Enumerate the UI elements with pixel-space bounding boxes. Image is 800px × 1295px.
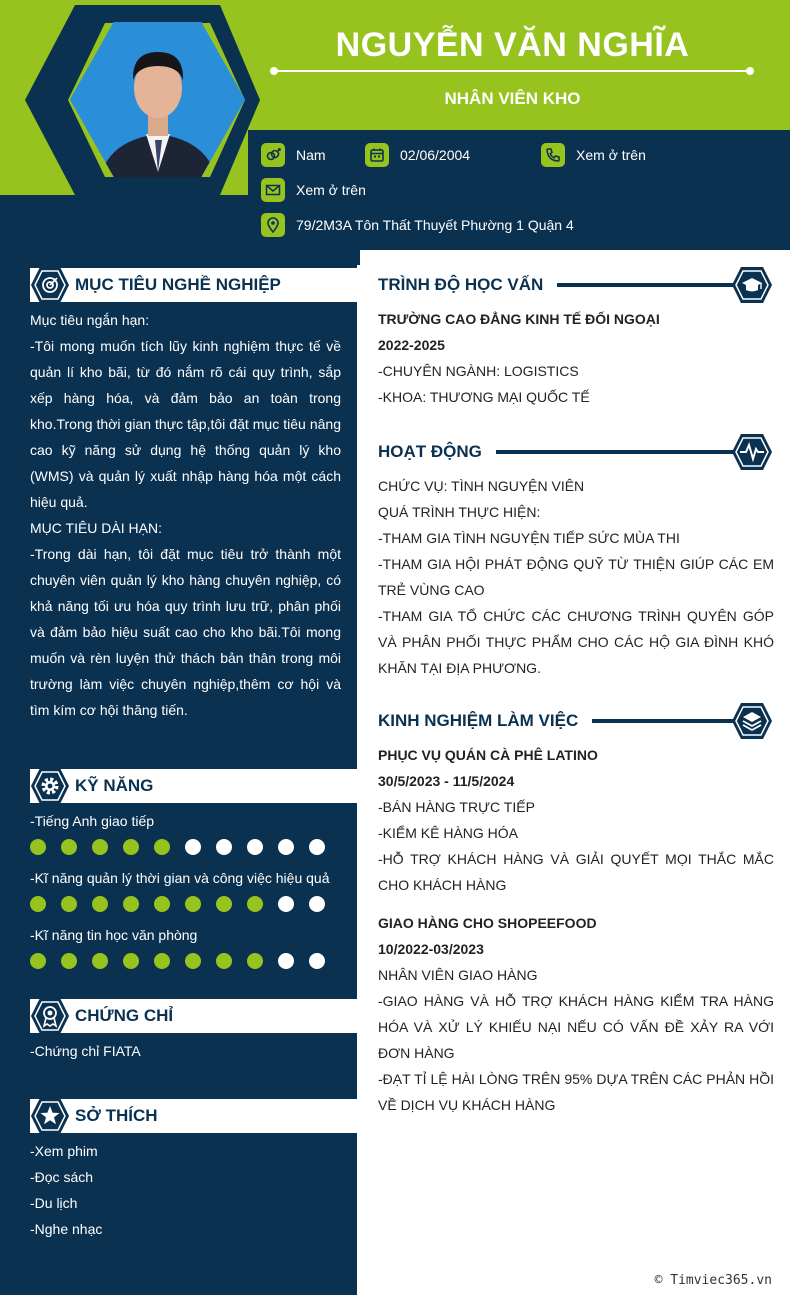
rating-dot (154, 896, 170, 912)
activity-line: -THAM GIA HỘI PHÁT ĐỘNG QUỸ TỪ THIỆN GIÚP CÁC EM TRẺ VÙNG CAO (378, 556, 774, 598)
rating-dot (247, 953, 263, 969)
activities-heading (378, 433, 773, 471)
rating-dot (309, 839, 325, 855)
activity-line: -THAM GIA TÌNH NGUYỆN TIẾP SỨC MÙA THI (378, 530, 680, 546)
job-entry (378, 910, 774, 1118)
rating-dot (154, 839, 170, 855)
job-line: -GIAO HÀNG VÀ HỖ TRỢ KHÁCH HÀNG KIỂM TRA HÀNG HÓA VÀ XỬ LÝ KHIẾU NẠI NẾU CÓ VẤN ĐỀ XẢY RA VỚI ĐƠN HÀNG (378, 993, 774, 1061)
hobby-item: -Xem phim (30, 1143, 98, 1159)
rating-dot (216, 896, 232, 912)
hobby-item: -Đọc sách (30, 1169, 94, 1185)
short-term-text: -Tôi mong muốn tích lũy kinh nghiệm thực tế về quản lí kho bãi, từ đó nắm rõ cái quy trình, sắp xếp hàng hóa, và đảm bảo an toàn trong kho.Trong thời gian thực tập,tôi đặt mục tiêu nâng cao kỹ năng sử dụng hệ thống quản lý kho (WMS) và quản lý xuất nhập hàng hóa một cách hiệu quả. (30, 338, 341, 510)
hobby-item: -Du lịch (30, 1195, 78, 1211)
skill-rating (30, 839, 325, 855)
job-period: 10/2022-03/2023 (378, 941, 484, 957)
phone-value: Xem ở trên (576, 147, 646, 163)
rating-dot (247, 839, 263, 855)
rating-dot (92, 953, 108, 969)
calendar-icon (365, 143, 389, 167)
job-line: NHÂN VIÊN GIAO HÀNG (378, 967, 538, 983)
section-title: KỸ NĂNG (75, 776, 154, 795)
address-value: 79/2M3A Tôn Thất Thuyết Phường 1 Quận 4 (296, 217, 574, 233)
rating-dot (154, 953, 170, 969)
job-company: PHỤC VỤ QUÁN CÀ PHÊ LATINO (378, 747, 598, 763)
certificate-item: -Chứng chỉ FIATA (30, 1043, 141, 1059)
email-value: Xem ở trên (296, 182, 366, 198)
skills-heading (30, 769, 357, 803)
job-entry (378, 742, 774, 898)
rating-dot (61, 953, 77, 969)
gear-icon (30, 766, 70, 806)
short-term-label: Mục tiêu ngắn hạn: (30, 312, 150, 328)
long-term-label: MỤC TIÊU DÀI HẠN: (30, 520, 162, 536)
rating-dot (185, 896, 201, 912)
layers-icon (731, 702, 773, 740)
job-line: -ĐẠT TỈ LỆ HÀI LÒNG TRÊN 95% DỰA TRÊN CÁC PHẢN HỒI VỀ DỊCH VỤ KHÁCH HÀNG (378, 1071, 774, 1113)
contact-dob (365, 143, 470, 167)
skill-name: -Tiếng Anh giao tiếp (30, 813, 155, 829)
envelope-icon (261, 178, 285, 202)
hobby-item: -Nghe nhạc (30, 1221, 103, 1237)
long-term-text: -Trong dài hạn, tôi đặt mục tiêu trở thành một chuyên viên quản lý kho hàng chuyên nghiệp, có khả năng tối ưu hóa quy trình lưu trữ, phân phối và đảm bảo hiệu suất cao cho kho bãi.Tôi mong muốn và rèn luyện thử thách bản thân trong môi trường làm việc chuyên nghiệp,thêm cơ hội và tìm kím cơ hội thăng tiến. (30, 546, 341, 718)
rating-dot (92, 839, 108, 855)
school-name: TRƯỜNG CAO ĐẲNG KINH TẾ ĐỐI NGOẠI (378, 311, 660, 327)
copyright: © Timviec365.vn (654, 1273, 772, 1288)
activity-line: -THAM GIA TỔ CHỨC CÁC CHƯƠNG TRÌNH QUYÊN GÓP VÀ PHÂN PHỐI THỰC PHẨM CHO CÁC HỘ GIA ĐÌNH KHÓ KHĂN TẠI ĐỊA PHƯƠNG. (378, 608, 774, 676)
rating-dot (247, 896, 263, 912)
rating-dot (30, 839, 46, 855)
section-title: CHỨNG CHỈ (75, 1006, 174, 1025)
skill-name: -Kĩ năng quản lý thời gian và công việc hiệu quả (30, 870, 330, 886)
candidate-name: NGUYỄN VĂN NGHĨA (335, 26, 690, 64)
job-company: GIAO HÀNG CHO SHOPEEFOOD (378, 915, 597, 931)
job-title: NHÂN VIÊN KHO (444, 89, 581, 108)
rating-dot (30, 896, 46, 912)
school-years: 2022-2025 (378, 337, 445, 353)
education-heading (378, 266, 773, 304)
gender-value: Nam (296, 147, 326, 163)
rating-dot (92, 896, 108, 912)
graduation-cap-icon (731, 266, 773, 304)
job-line: -HỖ TRỢ KHÁCH HÀNG VÀ GIẢI QUYẾT MỌI THẮC MẮC CHO KHÁCH HÀNG (378, 851, 774, 893)
education-line: -KHOA: THƯƠNG MẠI QUỐC TẾ (378, 389, 590, 405)
rating-dot (123, 896, 139, 912)
rating-dot (123, 839, 139, 855)
rating-dot (309, 953, 325, 969)
gender-icon (261, 143, 285, 167)
rating-dot (309, 896, 325, 912)
objective-heading (30, 268, 357, 302)
skill-name: -Kĩ năng tin học văn phòng (30, 927, 198, 943)
rating-dot (123, 953, 139, 969)
activity-line: CHỨC VỤ: TÌNH NGUYỆN VIÊN (378, 478, 585, 494)
name-divider (272, 70, 752, 72)
rating-dot (185, 953, 201, 969)
phone-icon (541, 143, 565, 167)
location-pin-icon (261, 213, 285, 237)
rating-dot (216, 839, 232, 855)
skill-rating (30, 896, 325, 912)
section-title: SỞ THÍCH (75, 1106, 158, 1125)
section-title: HOẠT ĐỘNG (378, 442, 482, 461)
pulse-icon (731, 433, 773, 471)
section-title: KINH NGHIỆM LÀM VIỆC (378, 711, 579, 730)
award-ribbon-icon (30, 996, 70, 1036)
experience-heading (378, 702, 773, 740)
star-icon (30, 1096, 70, 1136)
activity-line: QUÁ TRÌNH THỰC HIỆN: (378, 504, 541, 520)
contact-phone (541, 143, 646, 167)
section-title: TRÌNH ĐỘ HỌC VẤN (378, 275, 544, 294)
dob-value: 02/06/2004 (400, 147, 471, 163)
objective-text (30, 307, 341, 723)
rating-dot (30, 953, 46, 969)
certificates-heading (30, 999, 357, 1033)
activities-details (378, 473, 774, 681)
target-icon (30, 265, 70, 305)
job-period: 30/5/2023 - 11/5/2024 (378, 773, 515, 789)
education-line: -CHUYÊN NGÀNH: LOGISTICS (378, 363, 579, 379)
rating-dot (185, 839, 201, 855)
job-line: -KIỂM KÊ HÀNG HÓA (378, 825, 519, 841)
rating-dot (61, 896, 77, 912)
contact-email (261, 178, 366, 202)
rating-dot (278, 953, 294, 969)
rating-dot (278, 839, 294, 855)
rating-dot (61, 839, 77, 855)
job-line: -BÁN HÀNG TRỰC TIẾP (378, 799, 535, 815)
education-details (378, 306, 774, 410)
hobbies-list (30, 1138, 341, 1242)
section-title: MỤC TIÊU NGHỀ NGHIỆP (75, 275, 281, 294)
rating-dot (278, 896, 294, 912)
contact-gender (261, 143, 326, 167)
hobbies-heading (30, 1099, 357, 1133)
skill-rating (30, 953, 325, 969)
rating-dot (216, 953, 232, 969)
contact-address (261, 213, 574, 237)
